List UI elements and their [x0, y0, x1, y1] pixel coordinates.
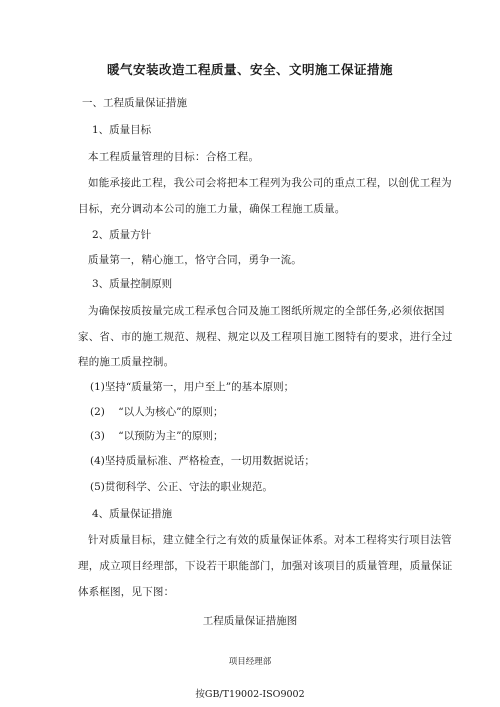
paragraph-goal-2-line-2: 目标，充分调动本公司的施工力量，确保工程施工质量。: [78, 203, 346, 215]
paragraph-goal-2-line-1: 如能承接此工程，我公司会将把本工程列为我公司的重点工程，以创优工程为: [88, 177, 452, 189]
heading-quality-policy: 2、质量方针: [92, 229, 152, 241]
page-footer: 按GB/T19002-ISO9002: [195, 689, 305, 700]
list-item: (4)坚持质量标准、严格检查，一切用数据说话；: [90, 455, 315, 467]
diagram-node-project-department: 项目经理部: [228, 657, 272, 667]
paragraph-principles-line-2: 家、省、市的施工规范、规程、规定以及工程项目施工图特有的要求，进行全过: [78, 331, 453, 343]
paragraph-measures-line-1: 针对质量目标，建立健全行之有效的质量保证体系。对本工程将实行项目法管: [88, 534, 452, 546]
paragraph-principles-line-3: 程的施工质量控制。: [78, 356, 175, 368]
paragraph-principles-line-1: 为确保按质按量完成工程承包合同及施工图纸所规定的全部任务,必须依据国: [88, 305, 445, 317]
list-item: (1)坚持“质量第一，用户至上”的基本原则；: [90, 381, 295, 393]
paragraph-goal: 本工程质量管理的目标：合格工程。: [88, 151, 260, 163]
list-item: (2) “以人为核心”的原则；: [90, 406, 224, 418]
heading-control-principles: 3、质量控制原则: [92, 278, 173, 290]
heading-quality-goal: 1、质量目标: [92, 124, 152, 136]
heading-quality-measures: 4、质量保证措施: [92, 508, 173, 520]
list-item: (3) “以预防为主”的原则；: [90, 430, 224, 442]
list-item: (5)贯彻科学、公正、守法的职业规范。: [90, 481, 273, 493]
document-title: 暖气安装改造工程质量、安全、文明施工保证措施: [106, 62, 393, 77]
paragraph-measures-line-2: 理，成立项目经理部，下设若干职能部门，加强对该项目的质量管理，质量保证: [78, 560, 453, 572]
paragraph-policy: 质量第一，精心施工，恪守合同，勇争一流。: [88, 254, 302, 266]
section-heading-quality: 一、工程质量保证措施: [82, 97, 187, 109]
paragraph-measures-line-3: 体系框图，见下图：: [78, 586, 175, 598]
diagram-title: 工程质量保证措施图: [202, 615, 298, 627]
